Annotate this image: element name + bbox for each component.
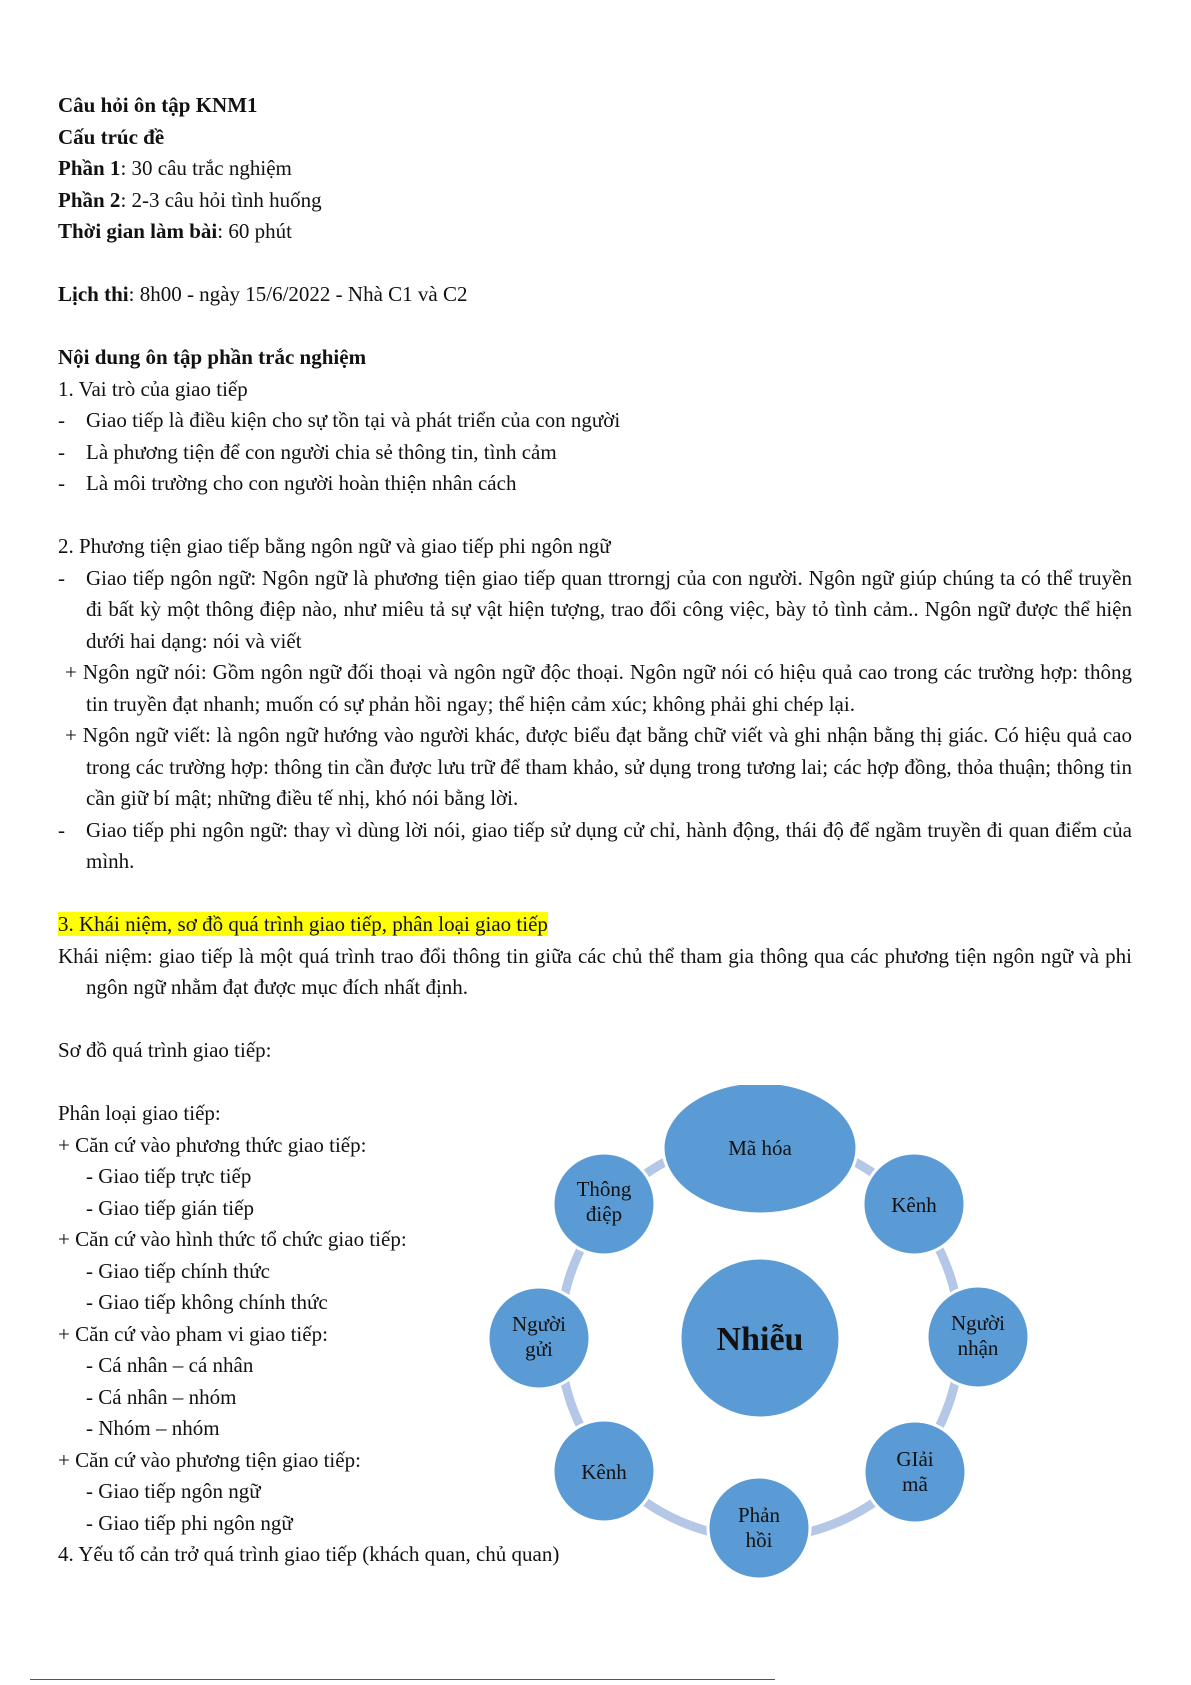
node-receiver-label-1: Người <box>951 1311 1005 1335</box>
nonverbal-paragraph: - Giao tiếp phi ngôn ngữ: thay vì dùng lời nói, giao tiếp sử dụng cử chỉ, hành động, thái độ để ngầm truyền đi quan điểm của mình. <box>58 817 1132 873</box>
verbal-paragraph: - Giao tiếp ngôn ngữ: Ngôn ngữ là phương tiện giao tiếp quan ttrorngj của con người. Ngôn ngữ giúp chúng ta có thể truyền đi bất kỳ một thông điệp nào, như miêu tả sự vật hiện tượng, trao đổi công việc, bày tỏ tình cảm.. Ngôn ngữ được thể hiện dưới hai dạng: nói và viết <box>58 565 1132 653</box>
node-sender-label-2: gửi <box>525 1337 553 1361</box>
classification-list <box>58 1098 508 1539</box>
classification-item: - Giao tiếp chính thức <box>86 1258 270 1283</box>
written-paragraph: + Ngôn ngữ viết: là ngôn ngữ hướng vào người khác, được biểu đạt bằng chữ viết và ghi nhận bằng thị giác. Có hiệu quả cao trong các trường hợp: thông tin cần được lưu trữ để tham khảo, sử dụng trong tương lai; các hợp đồng, thỏa thuận; thông tin cần giữ bí mật; những điều tế nhị, khó nói bằng lời. <box>65 723 1132 810</box>
list-item: - Là phương tiện để con người chia sẻ thông tin, tình cảm <box>58 439 557 464</box>
node-decoding-label-2: mã <box>902 1472 928 1496</box>
node-sender-label-1: Người <box>512 1312 566 1336</box>
classification-criterion: + Căn cứ vào hình thức tổ chức giao tiếp: <box>58 1227 407 1251</box>
list-item: - Là môi trường cho con người hoàn thiện nhân cách <box>58 471 517 495</box>
spoken-paragraph: + Ngôn ngữ nói: Gồm ngôn ngữ đối thoại và ngôn ngữ độc thoại. Ngôn ngữ nói có hiệu quả cao trong các trường hợp: thông tin truyền đạt nhanh; muốn có sự phản hồi ngay; thể hiện cảm xúc; không phải ghi chép lại. <box>65 660 1132 716</box>
classification-item: - Cá nhân – cá nhân <box>86 1353 254 1377</box>
communication-cycle-diagram <box>486 1085 1046 1585</box>
center-label: Nhiễu <box>716 1321 804 1358</box>
classification-item: - Giao tiếp ngôn ngữ <box>86 1479 261 1503</box>
section4-title: 4. Yếu tố cản trở quá trình giao tiếp (khách quan, chủ quan) <box>58 1542 560 1566</box>
classification-criterion: + Căn cứ vào pham vi giao tiếp: <box>58 1321 328 1346</box>
part1-line: Phần 1: 30 câu trắc nghiệm <box>58 156 292 180</box>
definition-paragraph: Khái niệm: giao tiếp là một quá trình trao đổi thông tin giữa các chủ thể tham gia thông qua các phương tiện ngôn ngữ và phi ngôn ngữ nhằm đạt được mục đích nhất định. <box>58 943 1132 999</box>
classification-label: Phân loại giao tiếp: <box>58 1101 221 1125</box>
node-channel-left-label: Kênh <box>581 1460 627 1484</box>
node-decoding-label-1: GIải <box>896 1447 934 1471</box>
classification-criterion: + Căn cứ vào phương tiện giao tiếp: <box>58 1447 361 1472</box>
node-feedback-label-1: Phản <box>738 1503 780 1527</box>
diagram-label: Sơ đồ quá trình giao tiếp: <box>58 1038 272 1062</box>
structure-heading: Cấu trúc đề <box>58 124 165 149</box>
classification-item: - Cá nhân – nhóm <box>86 1384 237 1409</box>
node-message-label-2: điệp <box>585 1202 623 1226</box>
classification-item: - Giao tiếp phi ngôn ngữ <box>86 1510 293 1535</box>
time-line: Thời gian làm bài: 60 phút <box>58 219 292 243</box>
section1-title: 1. Vai trò của giao tiếp <box>58 376 248 401</box>
section3-title: 3. Khái niệm, sơ đồ quá trình giao tiếp, phân loại giao tiếp <box>58 912 548 936</box>
node-encoding-label: Mã hóa <box>728 1136 792 1160</box>
section2-title: 2. Phương tiện giao tiếp bằng ngôn ngữ và giao tiếp phi ngôn ngữ <box>58 534 611 558</box>
list-item: - Giao tiếp là điều kiện cho sự tồn tại và phát triển của con người <box>58 408 621 432</box>
classification-item: - Giao tiếp gián tiếp <box>86 1195 254 1220</box>
classification-criterion: + Căn cứ vào phương thức giao tiếp: <box>58 1132 367 1157</box>
classification-item: - Giao tiếp trực tiếp <box>86 1164 252 1188</box>
node-message-label-1: Thông <box>576 1177 632 1201</box>
schedule-line: Lịch thi: 8h00 - ngày 15/6/2022 - Nhà C1 và C2 <box>58 282 468 306</box>
doc-title: Câu hỏi ôn tập KNM1 <box>58 93 258 117</box>
classification-item: - Giao tiếp không chính thức <box>86 1290 328 1314</box>
node-feedback-label-2: hồi <box>745 1528 773 1552</box>
content-heading: Nội dung ôn tập phần trắc nghiệm <box>58 345 367 369</box>
node-receiver-label-2: nhận <box>957 1336 999 1360</box>
node-channel-right-label: Kênh <box>891 1193 937 1217</box>
classification-item: - Nhóm – nhóm <box>86 1416 220 1440</box>
part2-line: Phần 2: 2-3 câu hỏi tình huống <box>58 187 322 212</box>
page-bottom-rule <box>30 1679 775 1680</box>
